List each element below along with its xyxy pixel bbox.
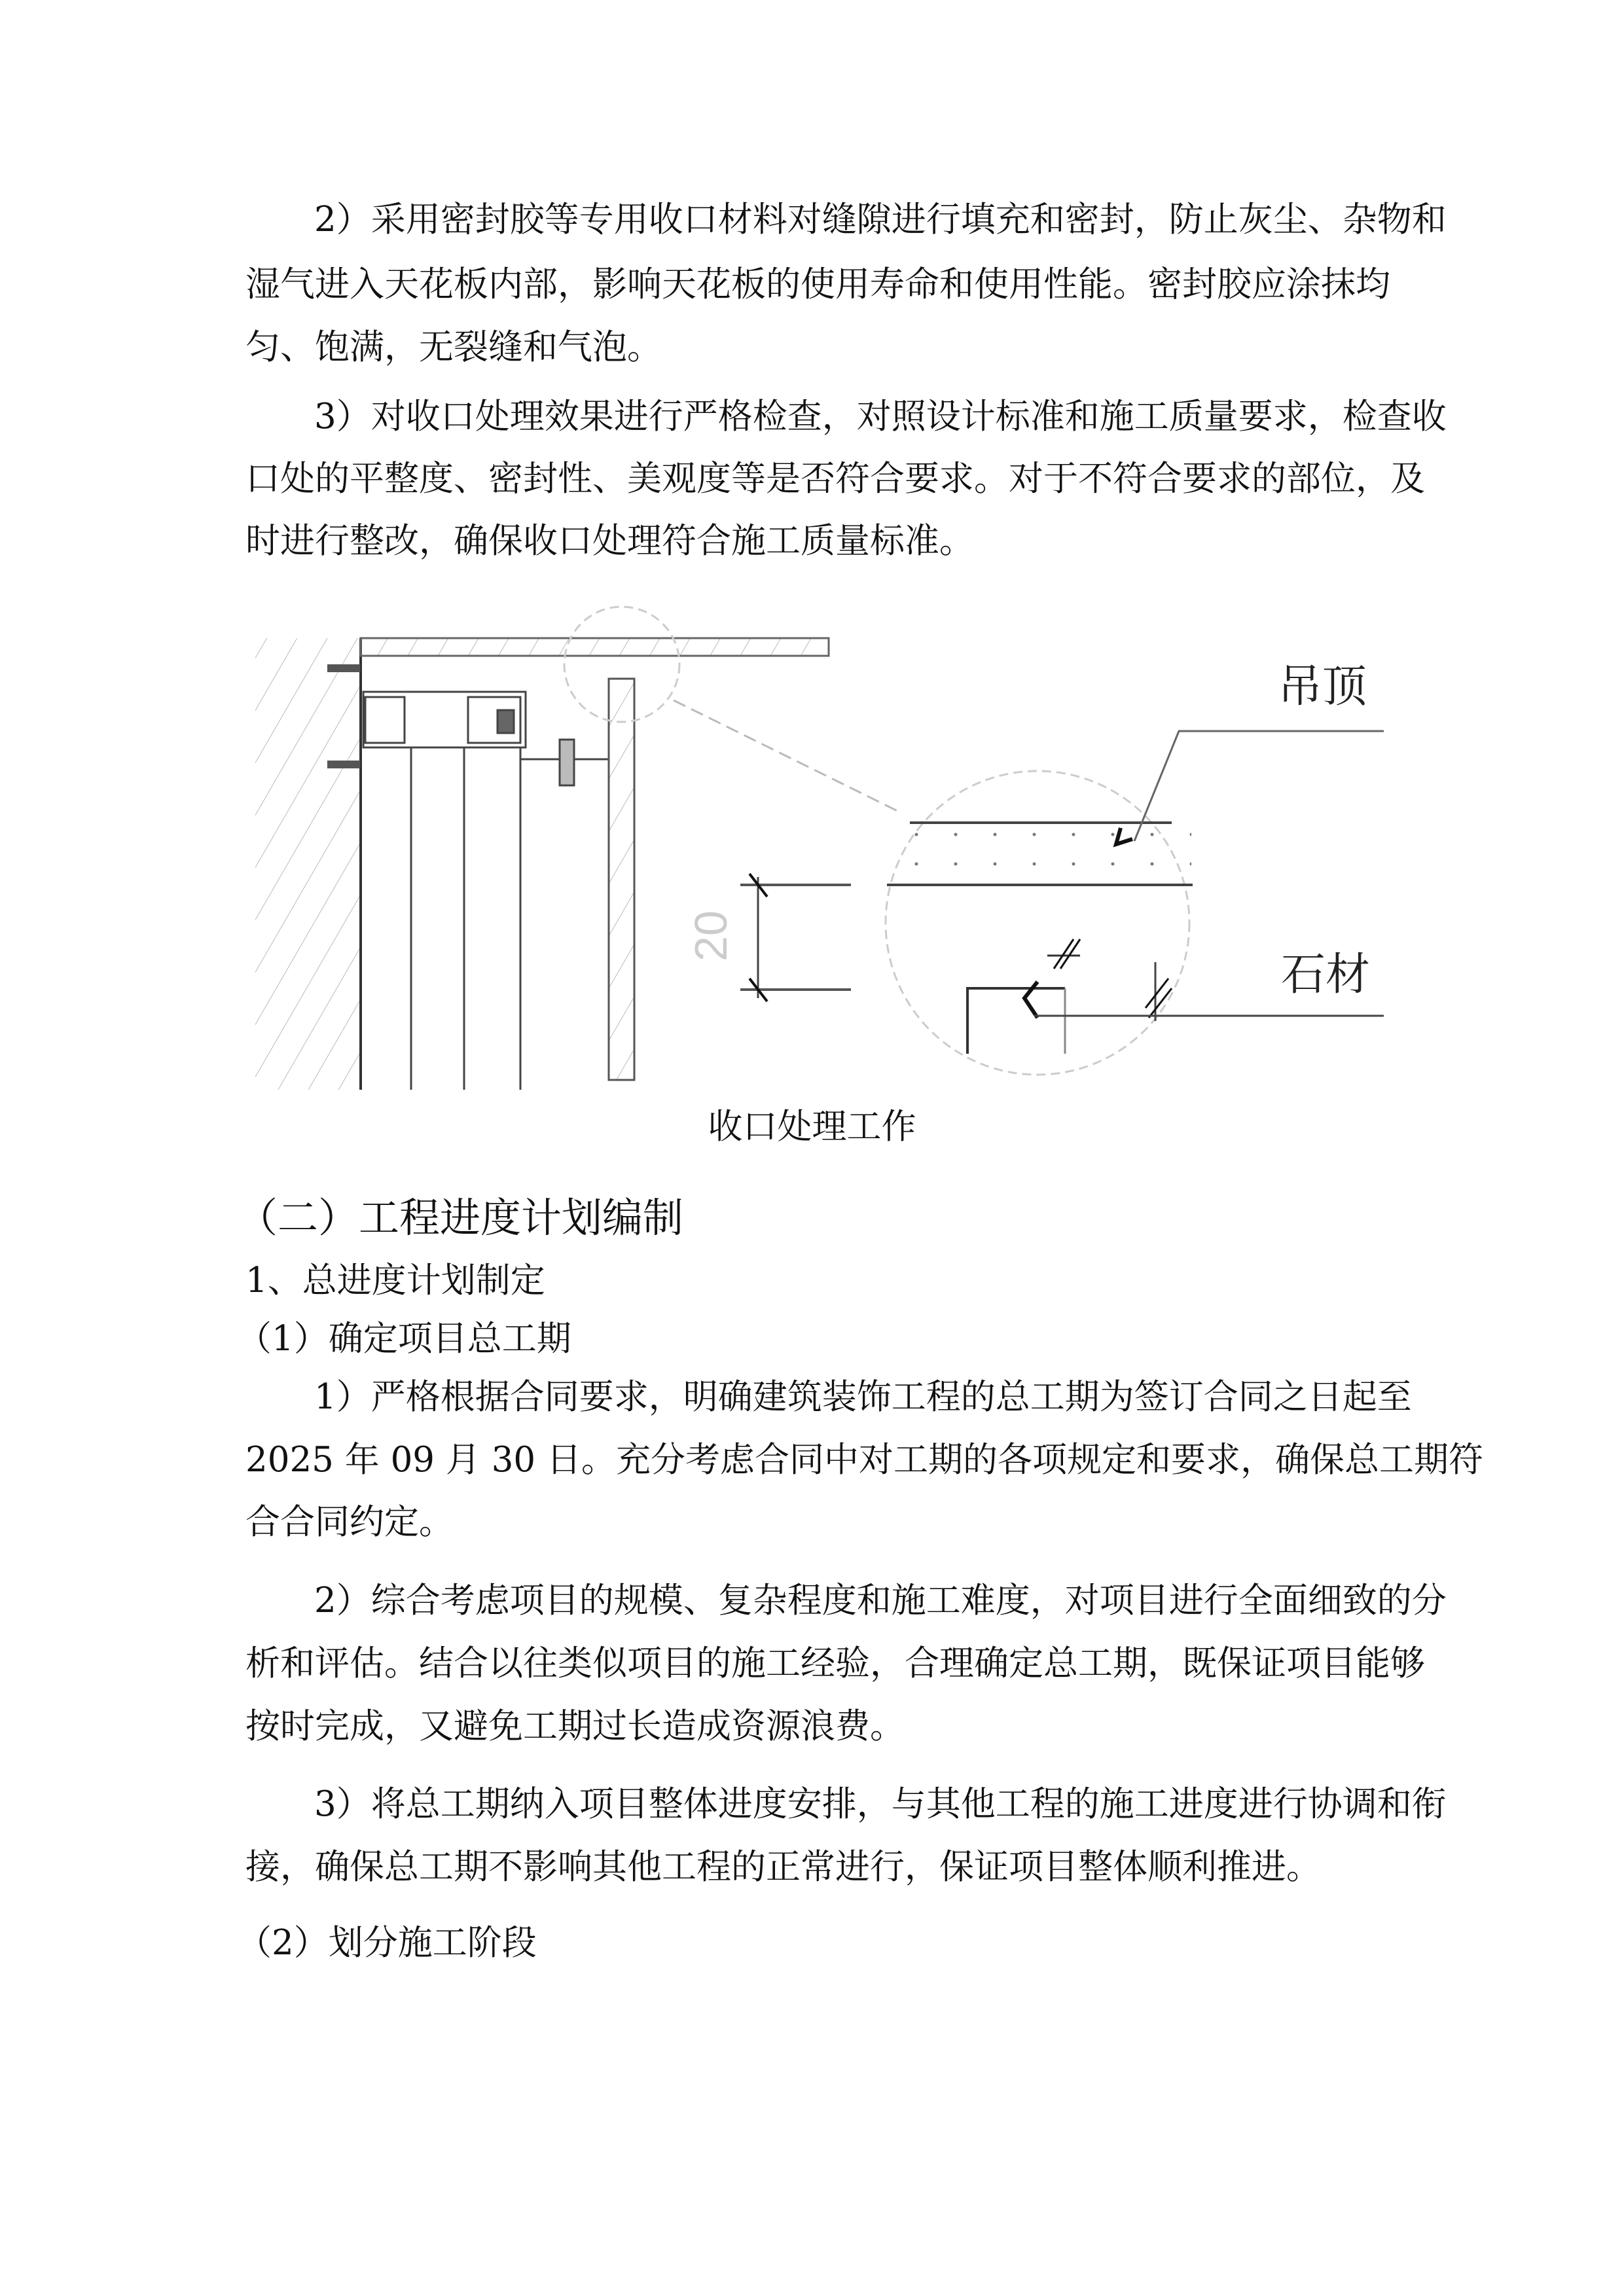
- text-line: 合合同约定。: [245, 1502, 454, 1542]
- item-title: （1）确定项目总工期: [237, 1319, 571, 1359]
- ceiling-label: 吊顶: [1277, 661, 1367, 713]
- section-heading: （二）工程进度计划编制: [237, 1194, 684, 1242]
- wall-section: [255, 638, 361, 1090]
- closing-detail-drawing: [0, 0, 1624, 1113]
- text-line: 析和评估。结合以往类似项目的施工经验，合理确定总工期，既保证项目能够: [245, 1643, 1425, 1683]
- subsection-heading: 1、总进度计划制定: [245, 1261, 545, 1300]
- item-title: （2）划分施工阶段: [237, 1923, 537, 1963]
- ceiling-panel: [361, 638, 829, 656]
- text-line: 接，确保总工期不影响其他工程的正常进行，保证项目整体顺利推进。: [245, 1847, 1321, 1887]
- text-line: 湿气进入天花板内部，影响天花板的使用寿命和使用性能。密封胶应涂抹均: [245, 264, 1390, 304]
- detail-leader: [674, 700, 899, 812]
- dimension-20: [685, 874, 851, 1001]
- dimension-label: 20: [685, 910, 736, 961]
- text-line: 匀、饱满，无裂缝和气泡。: [245, 327, 662, 367]
- text-line: 2）综合考虑项目的规模、复杂程度和施工难度，对项目进行全面细致的分: [314, 1581, 1447, 1621]
- text-line: 按时完成，又避免工期过长造成资源浪费。: [245, 1706, 905, 1746]
- stone-callout: [1034, 949, 1384, 1016]
- text-line: 口处的平整度、密封性、美观度等是否符合要求。对于不符合要求的部位，及: [245, 459, 1425, 499]
- text-line: 时进行整改，确保收口处理符合施工质量标准。: [245, 521, 974, 561]
- figure-caption: 收口处理工作: [708, 1107, 916, 1147]
- text-line: 2025 年 09 月 30 日。充分考虑合同中对工期的各项规定和要求，确保总工期符: [245, 1440, 1483, 1480]
- stone-label: 石材: [1280, 949, 1371, 1001]
- text-line: 1）严格根据合同要求，明确建筑装饰工程的总工期为签订合同之日起至: [314, 1377, 1412, 1417]
- text-line: 2）采用密封胶等专用收口材料对缝隙进行填充和密封，防止灰尘、杂物和: [314, 200, 1447, 240]
- steel-frame: [363, 692, 609, 1090]
- text-line: 3）对收口处理效果进行严格检查，对照设计标准和施工质量要求，检查收: [314, 397, 1447, 437]
- stone-panel: [609, 679, 634, 1080]
- text-line: 3）将总工期纳入项目整体进度安排，与其他工程的施工进度进行协调和衔: [314, 1784, 1447, 1824]
- ceiling-callout: [1134, 661, 1384, 841]
- enlarged-detail: [886, 771, 1193, 1075]
